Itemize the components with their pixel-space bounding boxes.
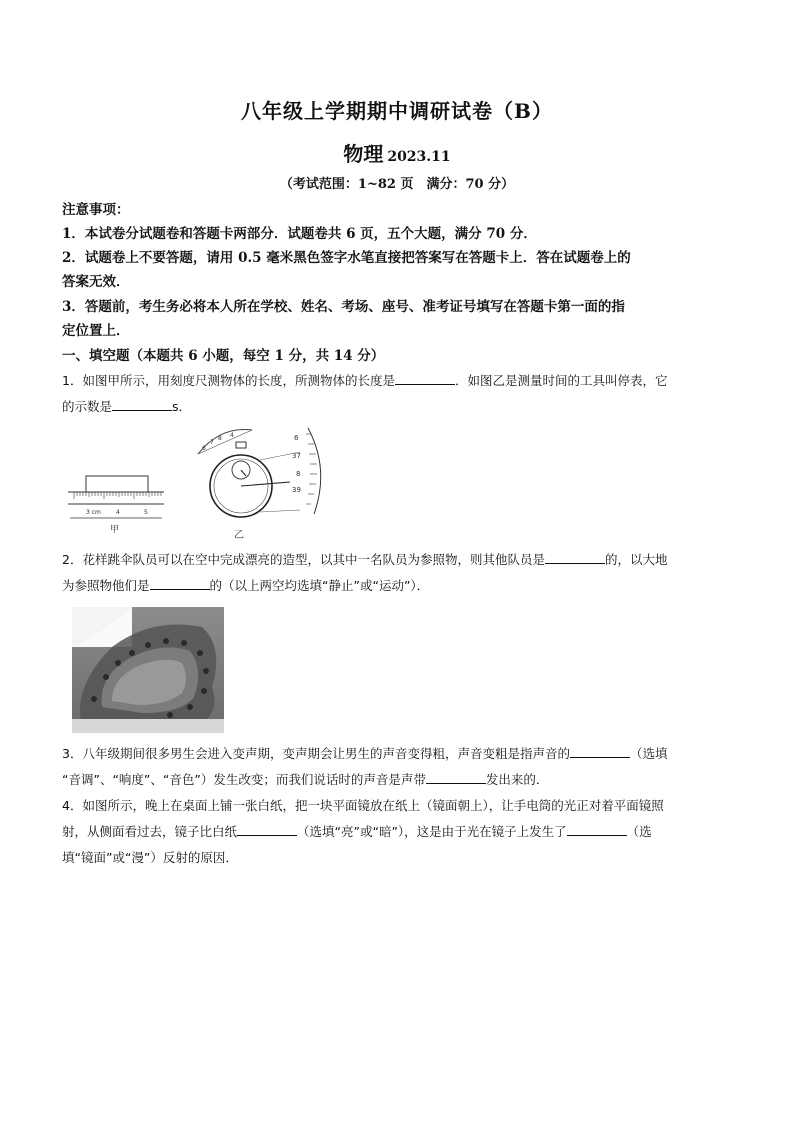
- question-2-line-1: [62, 547, 732, 573]
- answer-blank: [237, 821, 297, 836]
- stopwatch-figure: [190, 424, 330, 544]
- note-line-3: 3．答题前，考生务必将本人所在学校、姓名、考场、座号、准考证号填写在答题卡第一面的指: [62, 299, 625, 315]
- question-3-line-2: [62, 767, 732, 793]
- notes-heading: 注意事项：: [62, 202, 130, 218]
- exam-date: 2023.11: [387, 149, 451, 165]
- dial-number: 37: [292, 452, 301, 460]
- figure-label-yi: 乙: [234, 530, 244, 541]
- exam-scope: （考试范围：1~82 页 满分：70 分）: [279, 177, 515, 192]
- small-dial-number: 7: [210, 439, 214, 446]
- dial-number: 39: [292, 486, 301, 494]
- question-4-line-1: 4．如图所示，晚上在桌面上铺一张白纸，把一块平面镜放在纸上（镜面朝上），让手电筒的光正对着平面镜照: [62, 798, 664, 813]
- dial-number: 8: [296, 470, 301, 478]
- question-3-line-1: [62, 741, 732, 767]
- small-dial-number: 6: [202, 445, 206, 452]
- measured-object: [86, 476, 148, 492]
- q1-text-a: 1．如图甲所示，用刻度尺测物体的长度，所测物体的长度是: [62, 373, 395, 388]
- q3-text-c: “音调”、“响度”、“音色”）发生改变；而我们说话时的声音是声带: [62, 772, 426, 787]
- ruler-tick-label: 4: [116, 509, 120, 516]
- small-dial-number: 4: [230, 432, 234, 439]
- answer-blank: [112, 396, 172, 411]
- note-line-2: 2．试题卷上不要答题，请用 0.5 毫米黑色签字水笔直接把答案写在答题卡上．答在试题卷上的: [62, 250, 631, 266]
- small-dial-number: 8: [218, 435, 222, 442]
- subject-line: [0, 138, 794, 167]
- question-1-line-1: [62, 368, 732, 394]
- q3-text-d: 发出来的．: [485, 772, 549, 787]
- answer-blank: [395, 370, 455, 385]
- second-hand: [241, 482, 290, 486]
- q2-text-a: 2．花样跳伞队员可以在空中完成漂亮的造型，以其中一名队员为参照物，则其他队员是: [62, 552, 545, 567]
- answer-blank: [150, 575, 210, 590]
- subject-name: 物理: [343, 142, 384, 166]
- q2-text-d: 的（以上两空均选填“静止”或“运动”）．: [209, 578, 430, 593]
- note-line-2-cont: 答案无效．: [62, 274, 130, 290]
- q1-text-c: 的示数是: [62, 399, 113, 414]
- q4-text-c: （选: [626, 824, 652, 839]
- ruler-figure: [66, 472, 166, 537]
- q2-text-c: 为参照物他们是: [62, 578, 150, 593]
- answer-blank: [570, 743, 630, 758]
- question-1-line-2: [62, 394, 732, 420]
- question-4-line-2: [62, 819, 732, 845]
- answer-blank: [426, 769, 486, 784]
- question-4-line-3: 填“镜面”或“漫”）反射的原因．: [62, 850, 238, 865]
- q4-text-a: 射，从侧面看过去，镜子比白纸: [62, 824, 238, 839]
- q3-text-a: 3．八年级期间很多男生会进入变声期，变声期会让男生的声音变得粗，声音变粗是指声音的: [62, 746, 570, 761]
- q3-text-b: （选填: [629, 746, 668, 761]
- q2-text-b: 的，以大地: [604, 552, 668, 567]
- q4-text-b: （选填“亮”或“暗”），这是由于光在镜子上发生了: [297, 824, 567, 839]
- skydiving-photo: [72, 607, 224, 733]
- page-title: 八年级上学期期中调研试卷（B）: [241, 99, 553, 123]
- q1-text-d: s．: [172, 399, 192, 414]
- dial-number: 6: [294, 434, 299, 442]
- ruler-tick-label: 5: [144, 509, 148, 516]
- answer-blank: [545, 549, 605, 564]
- question-2-line-2: [62, 573, 732, 599]
- note-line-3-cont: 定位置上．: [62, 323, 130, 339]
- q1-text-b: ．如图乙是测量时间的工具叫停表，它: [454, 373, 668, 388]
- section-heading: 一、填空题（本题共 6 小题，每空 1 分，共 14 分）: [62, 348, 385, 364]
- enlarged-scale: [308, 428, 321, 514]
- ruler-tick-label: 3 cm: [86, 509, 101, 516]
- note-line-1: 1．本试卷分试题卷和答题卡两部分．试题卷共 6 页，五个大题，满分 70 分．: [62, 226, 537, 242]
- answer-blank: [567, 821, 627, 836]
- figure-label-jia: 甲: [110, 525, 120, 535]
